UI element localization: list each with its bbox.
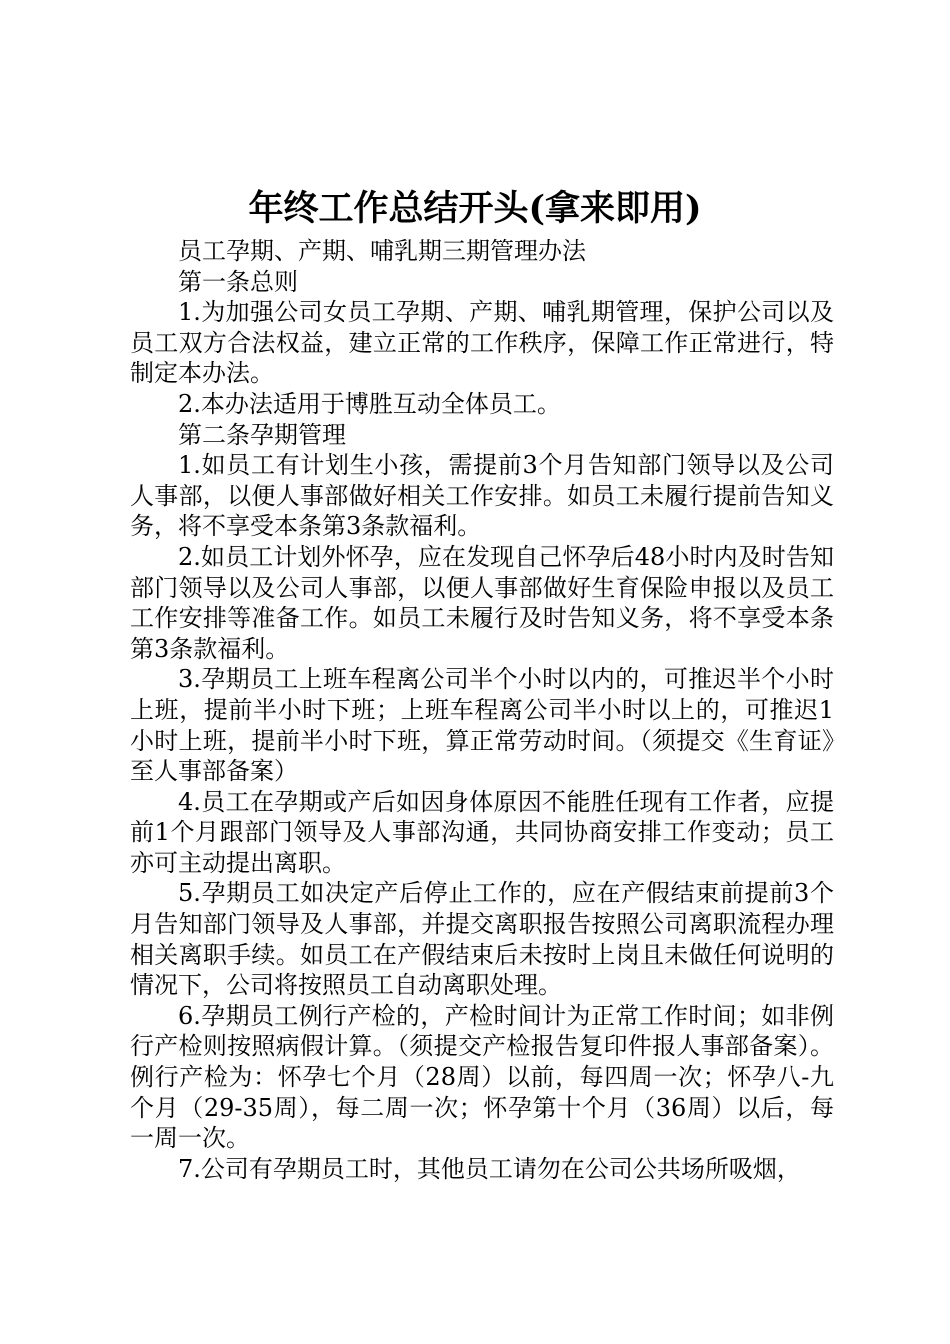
paragraph-2-6: 6.孕期员工例行产检的，产检时间计为正常工作时间；如非例行产检则按照病假计算。（须提交产检报告复印件报人事部备案）。例行产检为：怀孕七个月（28周）以前，每四周一次；怀孕八-九个月（29-35周），每二周一次；怀孕第十个月（36周）以后，每一周一次。 bbox=[130, 1001, 834, 1153]
paragraph-doc-heading: 员工孕期、产期、哺乳期三期管理办法 bbox=[178, 237, 586, 265]
paragraph-1-2: 2.本办法适用于博胜互动全体员工。 bbox=[178, 389, 561, 418]
document-body bbox=[130, 236, 834, 1184]
paragraph-2-3: 3.孕期员工上班车程离公司半个小时以内的，可推迟半个小时上班，提前半小时下班；上班车程离公司半小时以上的，可推迟1小时上班，提前半小时下班，算正常劳动时间。（须提交《生育证》至人事部备案） bbox=[130, 665, 834, 786]
paragraph-section-2-heading: 第二条孕期管理 bbox=[178, 420, 346, 449]
paragraph-2-1: 1.如员工有计划生小孩，需提前3个月告知部门领导以及公司人事部，以便人事部做好相关工作安排。如员工未履行提前告知义务，将不享受本条第3条款福利。 bbox=[130, 451, 834, 541]
paragraph-2-7: 7.公司有孕期员工时，其他员工请勿在公司公共场所吸烟， bbox=[178, 1154, 801, 1183]
paragraph-2-4: 4.员工在孕期或产后如因身体原因不能胜任现有工作者，应提前1个月跟部门领导及人事部沟通，共同协商安排工作变动；员工亦可主动提出离职。 bbox=[130, 787, 834, 877]
paragraph-section-1-heading: 第一条总则 bbox=[178, 267, 298, 296]
paragraph-2-5: 5.孕期员工如决定产后停止工作的，应在产假结束前提前3个月告知部门领导及人事部，并提交离职报告按照公司离职流程办理相关离职手续。如员工在产假结束后未按时上岗且未做任何说明的情况下，公司将按照员工自动离职处理。 bbox=[130, 879, 834, 1000]
paragraph-2-2: 2.如员工计划外怀孕，应在发现自己怀孕后48小时内及时告知部门领导以及公司人事部，以便人事部做好生育保险申报以及员工工作安排等准备工作。如员工未履行及时告知义务，将不享受本条第3条款福利。 bbox=[130, 542, 834, 663]
document-title: 年终工作总结开头(拿来即用) bbox=[248, 188, 702, 229]
paragraph-1-1: 1.为加强公司女员工孕期、产期、哺乳期管理，保护公司以及员工双方合法权益，建立正常的工作秩序，保障工作正常进行，特制定本办法。 bbox=[130, 298, 834, 388]
